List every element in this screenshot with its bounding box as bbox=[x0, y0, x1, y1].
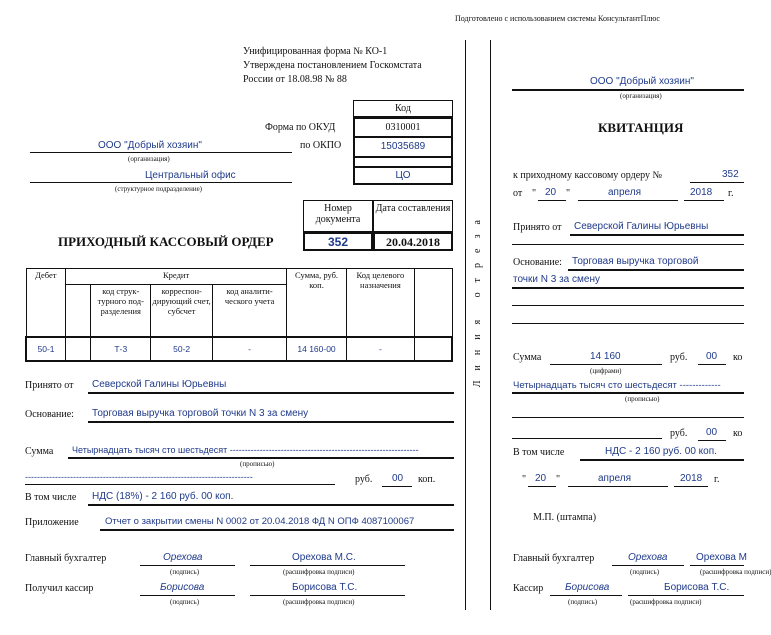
entries-table bbox=[25, 268, 453, 362]
form-header-line3: России от 18.08.98 № 88 bbox=[243, 74, 347, 85]
receipt-sum-words: Четырнадцать тысяч сто шестьдесят ------------- bbox=[513, 380, 721, 391]
cell-target: - bbox=[346, 337, 414, 361]
code-empty-cell bbox=[353, 157, 453, 167]
organization-caption: (организация) bbox=[128, 155, 170, 163]
receipt-sum-words-line2 bbox=[512, 417, 744, 418]
receipt-title: КВИТАНЦИЯ bbox=[598, 120, 684, 135]
received-from-value: Северской Галины Юрьевны bbox=[92, 379, 227, 390]
cashier-sign-line bbox=[140, 595, 235, 596]
receipt-year-line bbox=[684, 200, 724, 201]
cashier-name-line bbox=[250, 595, 405, 596]
th-account: корреспон-дирующий счет, субсчет bbox=[151, 285, 213, 337]
chief-sign-line bbox=[140, 565, 235, 566]
receipt-stamp: М.П. (штампа) bbox=[533, 512, 597, 523]
receipt-including-value: НДС - 2 160 руб. 00 коп. bbox=[605, 446, 717, 457]
th-sum: Сумма, руб. коп. bbox=[287, 269, 347, 337]
cell-debit: 50-1 bbox=[26, 337, 66, 361]
okud-label: Форма по ОКУД bbox=[265, 122, 336, 133]
receipt-kop2: ко bbox=[733, 428, 743, 439]
receipt-including-label: В том числе bbox=[513, 447, 565, 458]
receipt-received-value: Северской Галины Юрьевны bbox=[574, 221, 709, 232]
receipt-organization-line bbox=[512, 89, 744, 91]
receipt-month2: апреля bbox=[598, 473, 632, 484]
kop-label: коп. bbox=[418, 474, 436, 485]
cashier-sign: Борисова bbox=[160, 582, 205, 593]
receipt-cashier-sign: Борисова bbox=[565, 582, 610, 593]
dept-code-value: ЦО bbox=[353, 167, 453, 185]
sum-dashes: ---------------------------------------------------------------------------- bbox=[25, 472, 253, 482]
cut-line-right bbox=[490, 40, 491, 610]
chief-name-caption: (расшифровка подписи) bbox=[283, 568, 355, 576]
receipt-rub: руб. bbox=[670, 352, 688, 363]
kop-value: 00 bbox=[392, 473, 404, 484]
receipt-sum-words-line bbox=[512, 392, 744, 394]
sum-label: Сумма bbox=[25, 446, 54, 457]
receipt-year-suffix: г. bbox=[728, 188, 734, 199]
receipt-basis-rule4 bbox=[512, 323, 744, 324]
receipt-basis-label: Основание: bbox=[513, 257, 562, 268]
attachment-value: Отчет о закрытии смены N 0002 от 20.04.2018 ФД N ОПФ 4087100067 bbox=[105, 516, 415, 527]
chief-sign: Орехова bbox=[163, 552, 203, 563]
receipt-month: апреля bbox=[608, 187, 642, 198]
th-dept: код струк-турного под-разделения bbox=[91, 285, 151, 337]
chief-sign-caption: (подпись) bbox=[170, 568, 200, 576]
receipt-day: 20 bbox=[545, 187, 557, 198]
receipt-cashier-name: Борисова Т.С. bbox=[664, 582, 730, 593]
receipt-cashier-sign-caption: (подпись) bbox=[568, 598, 598, 606]
sum-words-caption: (прописью) bbox=[240, 460, 275, 468]
receipt-sum-label: Сумма bbox=[513, 352, 542, 363]
receipt-kop-value: 00 bbox=[706, 351, 718, 362]
receipt-year2-line bbox=[674, 486, 708, 487]
receipt-year2: 2018 bbox=[680, 473, 703, 484]
receipt-received-line bbox=[570, 234, 744, 236]
organization-name: ООО "Добрый хозяин" bbox=[98, 140, 202, 151]
receipt-received-label: Принято от bbox=[513, 222, 562, 233]
okpo-label: по ОКПО bbox=[300, 140, 342, 151]
doc-date: 20.04.2018 bbox=[373, 232, 453, 251]
attachment-line bbox=[100, 529, 454, 531]
th-analytic: код аналити-ческого учета bbox=[213, 285, 287, 337]
receipt-chief-label: Главный бухгалтер bbox=[513, 553, 595, 564]
receipt-rub2: руб. bbox=[670, 428, 688, 439]
receipt-basis-rule3 bbox=[512, 305, 744, 306]
cell-sum: 14 160-00 bbox=[287, 337, 347, 361]
cashier-label: Получил кассир bbox=[25, 583, 94, 594]
basis-label: Основание: bbox=[25, 409, 74, 420]
organization-line bbox=[30, 152, 292, 153]
cell-analytic: - bbox=[213, 337, 287, 361]
receipt-organization-caption: (организация) bbox=[620, 92, 662, 100]
basis-value: Торговая выручка торговой точки N 3 за смену bbox=[92, 408, 309, 419]
th-debit: Дебет bbox=[26, 269, 66, 337]
receipt-year: 2018 bbox=[690, 187, 713, 198]
receipt-chief-name-caption: (расшифровка подписи) bbox=[700, 568, 771, 576]
department-name: Центральный офис bbox=[145, 170, 236, 181]
receipt-basis-line1: Торговая выручка торговой bbox=[572, 256, 699, 267]
receipt-kop-line2 bbox=[698, 440, 726, 441]
cut-line-left bbox=[465, 40, 466, 610]
receipt-to-order: к приходному кассовому ордеру № bbox=[513, 170, 663, 181]
receipt-chief-name-line bbox=[690, 565, 744, 566]
receipt-basis-line2: точки N 3 за смену bbox=[513, 274, 600, 285]
receipt-from: от bbox=[513, 188, 523, 199]
chief-name-line bbox=[250, 565, 405, 566]
receipt-quote-close: " bbox=[566, 188, 571, 199]
receipt-sum-words-caption: (прописью) bbox=[625, 395, 660, 403]
receipt-month-line bbox=[578, 200, 678, 201]
receipt-chief-sign-line bbox=[612, 565, 684, 566]
receipt-cashier-name-caption: (расшифровка подписи) bbox=[630, 598, 702, 606]
receipt-quote-open: " bbox=[532, 188, 537, 199]
receipt-order-number: 352 bbox=[722, 169, 739, 180]
receipt-cashier-label: Кассир bbox=[513, 583, 544, 594]
receipt-cashier-sign-line bbox=[550, 595, 622, 596]
cell-account: 50-2 bbox=[151, 337, 213, 361]
okpo-value: 15035689 bbox=[353, 137, 453, 157]
receipt-including-line bbox=[580, 459, 744, 461]
receipt-basis-rule1 bbox=[568, 269, 744, 271]
receipt-chief-sign-caption: (подпись) bbox=[630, 568, 660, 576]
sum-words-line bbox=[68, 457, 454, 459]
chief-label: Главный бухгалтер bbox=[25, 553, 107, 564]
received-from-label: Принято от bbox=[25, 380, 74, 391]
cashier-name-caption: (расшифровка подписи) bbox=[283, 598, 355, 606]
rub-label: руб. bbox=[355, 474, 373, 485]
receipt-sum-digits: 14 160 bbox=[590, 351, 621, 362]
receipt-rub2-line bbox=[512, 438, 662, 439]
receipt-month2-line bbox=[568, 486, 668, 487]
cut-line-label: Линия отреза bbox=[472, 210, 483, 388]
including-label: В том числе bbox=[25, 492, 77, 503]
th-credit-blank bbox=[66, 285, 91, 337]
receipt-kop-line bbox=[698, 364, 726, 365]
receipt-sum-digits-line bbox=[550, 364, 662, 365]
cell-empty bbox=[414, 337, 452, 361]
cashier-sign-caption: (подпись) bbox=[170, 598, 200, 606]
receipt-chief-sign: Орехова bbox=[628, 552, 668, 563]
form-header-line2: Утверждена постановлением Госкомстата bbox=[243, 60, 422, 71]
receipt-chief-name: Орехова М bbox=[696, 552, 748, 563]
th-target: Код целевого назначения bbox=[346, 269, 414, 337]
receipt-quote-open2: " bbox=[522, 474, 527, 485]
department-line bbox=[30, 182, 292, 183]
received-from-line bbox=[88, 392, 454, 394]
th-credit: Кредит bbox=[66, 269, 287, 285]
chief-name: Орехова М.С. bbox=[292, 552, 356, 563]
receipt-order-line bbox=[690, 182, 744, 183]
receipt-quote-close2: " bbox=[556, 474, 561, 485]
cell-blank bbox=[66, 337, 91, 361]
receipt-sum-digits-caption: (цифрами) bbox=[590, 367, 622, 375]
receipt-year-suffix2: г. bbox=[714, 474, 720, 485]
receipt-received-line2 bbox=[512, 244, 744, 245]
cell-dept: Т-3 bbox=[91, 337, 151, 361]
receipt-day2-line bbox=[528, 486, 556, 487]
receipt-kop: ко bbox=[733, 352, 743, 363]
cashier-name: Борисова Т.С. bbox=[292, 582, 358, 593]
sum-words: Четырнадцать тысяч сто шестьдесят --------------------------------------------------------------- bbox=[72, 445, 419, 455]
th-empty bbox=[414, 269, 452, 337]
form-header-line1: Унифицированная форма № КО-1 bbox=[243, 46, 388, 57]
code-header: Код bbox=[353, 100, 453, 117]
doc-title: ПРИХОДНЫЙ КАССОВЫЙ ОРДЕР bbox=[58, 234, 274, 249]
receipt-cashier-name-line bbox=[628, 595, 744, 596]
receipt-kop-value2: 00 bbox=[706, 427, 718, 438]
consultant-note: Подготовлено с использованием системы КонсультантПлюс bbox=[455, 14, 660, 23]
receipt-day-line bbox=[538, 200, 566, 201]
receipt-day2: 20 bbox=[535, 473, 547, 484]
department-caption: (структурное подразделение) bbox=[115, 185, 203, 193]
doc-number-header: Номер документа bbox=[303, 200, 373, 232]
including-line bbox=[88, 504, 454, 506]
sum-dashes-line bbox=[25, 484, 335, 485]
table-row bbox=[26, 337, 452, 361]
doc-date-header: Дата составления bbox=[373, 200, 453, 232]
receipt-organization: ООО "Добрый хозяин" bbox=[590, 76, 694, 87]
receipt-basis-rule2 bbox=[512, 287, 744, 289]
doc-number: 352 bbox=[303, 232, 373, 251]
including-value: НДС (18%) - 2 160 руб. 00 коп. bbox=[92, 491, 234, 502]
okud-value: 0310001 bbox=[353, 117, 453, 137]
basis-line bbox=[88, 421, 454, 423]
kop-line bbox=[382, 486, 412, 487]
attachment-label: Приложение bbox=[25, 517, 79, 528]
